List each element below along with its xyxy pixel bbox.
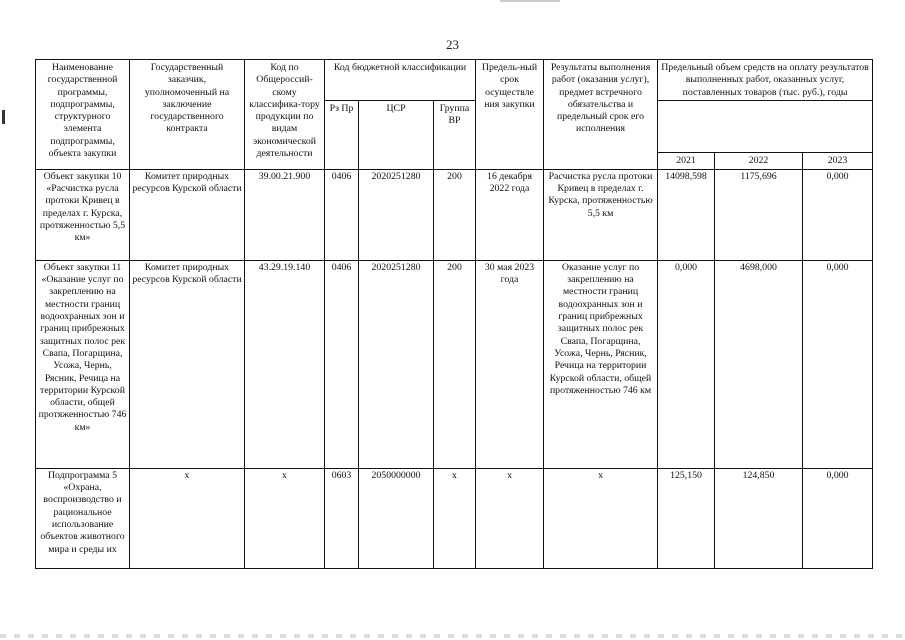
cell-okpd: х <box>245 468 325 568</box>
table-row <box>36 260 873 468</box>
cell-customer: х <box>130 468 245 568</box>
cell-2021: 125,150 <box>658 468 715 568</box>
header-funding: Предельный объем средств на оплату результатов выполненных работ, оказанных услуг, поставленных товаров (тыс. руб.), годы <box>658 60 873 101</box>
header-year-2023: 2023 <box>803 152 873 169</box>
scan-artifact-bottom <box>0 634 905 638</box>
cell-2023: 0,000 <box>803 468 873 568</box>
cell-name: Подпрограмма 5 «Охрана, воспроизводство и рациональное использование объектов животного мира и среды их <box>36 468 130 568</box>
cell-2021: 14098,598 <box>658 169 715 260</box>
cell-vr: 200 <box>434 169 476 260</box>
cell-results: х <box>544 468 658 568</box>
header-year-2021: 2021 <box>658 152 715 169</box>
header-results: Результаты выполнения работ (оказания услуг), предмет встречного обязательства и предельный срок его исполнения <box>544 60 658 170</box>
scan-artifact-left <box>2 110 5 124</box>
header-okpd: Код по Общероссий-скому классифика-тору продукции по видам экономической деятельности <box>245 60 325 170</box>
cell-rz-pr: 0406 <box>325 169 359 260</box>
cell-2023: 0,000 <box>803 260 873 468</box>
header-funding-spacer <box>658 100 873 152</box>
cell-vr: 200 <box>434 260 476 468</box>
cell-2023: 0,000 <box>803 169 873 260</box>
scan-artifact-top <box>500 0 560 2</box>
procurement-table <box>35 59 873 569</box>
cell-csr: 2050000000 <box>359 468 434 568</box>
header-deadline: Предель-ный срок осуществле ния закупки <box>476 60 544 170</box>
header-budget-code: Код бюджетной классификации <box>325 60 476 101</box>
cell-deadline: 16 декабря 2022 года <box>476 169 544 260</box>
header-csr: ЦСР <box>359 100 434 169</box>
cell-2022: 1175,696 <box>715 169 803 260</box>
header-customer: Государственный заказчик, уполномоченный на заключение государственного контракта <box>130 60 245 170</box>
header-name: Наименование государственной программы, подпрограммы, структурного элемента подпрограммы, объекта закупки <box>36 60 130 170</box>
table-row <box>36 169 873 260</box>
cell-results: Оказание услуг по закреплению на местности границ водоохранных зон и границ прибрежных защитных полос рек Свапа, Погарщина, Усожа, Чернь, Рясник, Речица на территории Курской области, общей протяженностью 746 км <box>544 260 658 468</box>
header-rz-pr: Рз Пр <box>325 100 359 169</box>
cell-2021: 0,000 <box>658 260 715 468</box>
table-row <box>36 468 873 568</box>
page-number: 23 <box>446 37 459 52</box>
cell-deadline: х <box>476 468 544 568</box>
cell-name: Объект закупки 10 «Расчистка русла протоки Кривец в пределах г. Курска, протяженностью 5,5 км» <box>36 169 130 260</box>
header-vr: Группа ВР <box>434 100 476 169</box>
cell-2022: 4698,000 <box>715 260 803 468</box>
cell-okpd: 39.00.21.900 <box>245 169 325 260</box>
table-header <box>36 60 873 170</box>
cell-results: Расчистка русла протоки Кривец в пределах г. Курска, протяженностью 5,5 км <box>544 169 658 260</box>
cell-rz-pr: 0406 <box>325 260 359 468</box>
cell-csr: 2020251280 <box>359 260 434 468</box>
cell-vr: х <box>434 468 476 568</box>
cell-name: Объект закупки 11 «Оказание услуг по закреплению на местности границ водоохранных зон и границ прибрежных защитных полос рек Свапа, Погарщина, Усожа, Чернь, Рясник, Речица на территории Курской области, общей протяженностью 746 км» <box>36 260 130 468</box>
cell-csr: 2020251280 <box>359 169 434 260</box>
cell-customer: Комитет природных ресурсов Курской области <box>130 169 245 260</box>
header-year-2022: 2022 <box>715 152 803 169</box>
cell-customer: Комитет природных ресурсов Курской области <box>130 260 245 468</box>
cell-deadline: 30 мая 2023 года <box>476 260 544 468</box>
cell-okpd: 43.29.19.140 <box>245 260 325 468</box>
cell-2022: 124,850 <box>715 468 803 568</box>
cell-rz-pr: 0603 <box>325 468 359 568</box>
